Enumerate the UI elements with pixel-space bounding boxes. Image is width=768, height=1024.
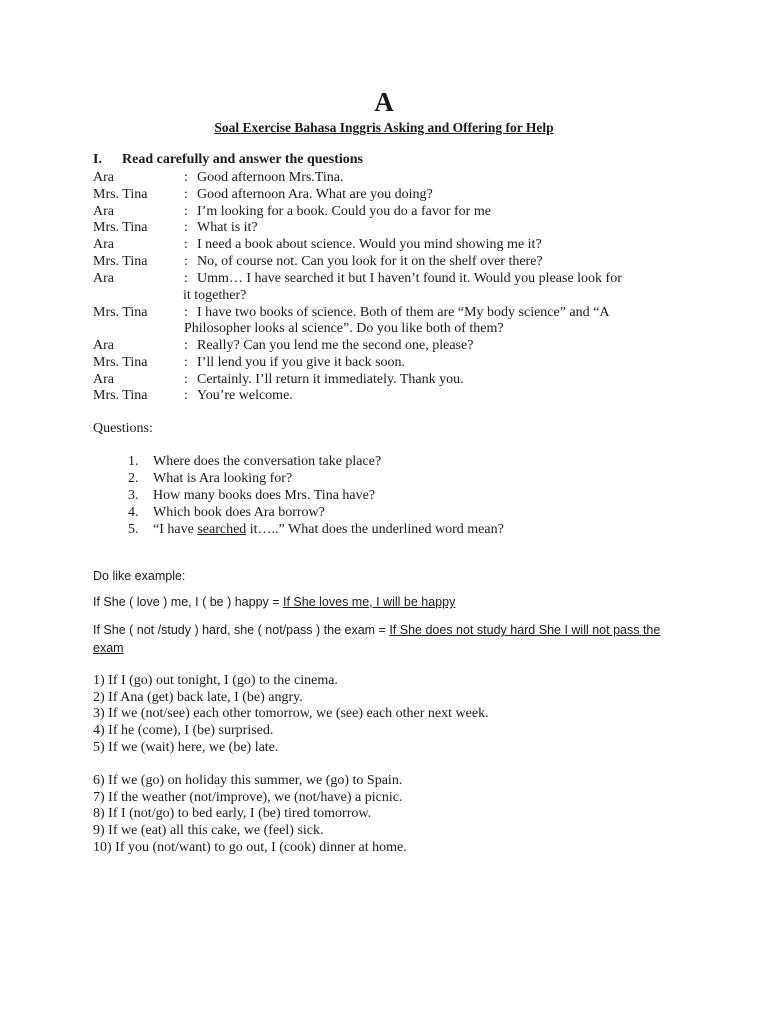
dialogue-text: Good afternoon Ara. What are you doing?: [197, 187, 433, 202]
exercise-list: [93, 773, 407, 857]
dialogue-text: Certainly. I’ll return it immediately. Thank you.: [197, 372, 464, 387]
example-answer: If She loves me, I will be happy: [283, 595, 456, 609]
exercise-item: 4) If he (come), I (be) surprised.: [93, 723, 274, 739]
exercise-list: [93, 673, 489, 757]
dialogue-text: I’m looking for a book. Could you do a favor for me: [197, 204, 491, 219]
exercise-item: 9) If we (eat) all this cake, we (feel) sick.: [93, 823, 324, 839]
dialogue-speaker: Mrs. Tina: [93, 220, 148, 235]
dialogue-colon: :: [184, 388, 188, 403]
example-line: [93, 621, 673, 657]
dialogue-colon: :: [184, 204, 188, 219]
underlined-word: searched: [197, 522, 247, 537]
exercise-item: 10) If you (not/want) to go out, I (cook) dinner at home.: [93, 839, 407, 855]
dialogue-text: I’ll lend you if you give it back soon.: [197, 355, 406, 370]
question-item: [128, 453, 504, 470]
exercise-item: 3) If we (not/see) each other tomorrow, we (see) each other next week.: [93, 706, 489, 722]
dialogue-colon: :: [184, 338, 188, 353]
dialogue-speaker: Ara: [93, 338, 114, 353]
question-number: 5.: [128, 522, 139, 537]
question-text: What is Ara looking for?: [153, 471, 293, 486]
dialogue-text: Good afternoon Mrs.Tina.: [197, 170, 344, 185]
exercise-item: 6) If we (go) on holiday this summer, we (go) to Spain.: [93, 773, 403, 788]
dialogue-speaker: Ara: [93, 170, 114, 185]
dialogue-text: You’re welcome.: [197, 388, 293, 403]
dialogue-text: I have two books of science. Both of them are “My body science” and “A: [197, 305, 610, 320]
dialogue-colon: :: [184, 254, 188, 269]
dialogue-text-continued: it together?: [183, 288, 247, 303]
question-item: [128, 470, 504, 487]
document-letter: A: [374, 87, 394, 117]
dialogue-colon: :: [184, 271, 188, 286]
dialogue-speaker: Mrs. Tina: [93, 355, 148, 370]
example-heading: Do like example:: [93, 569, 186, 583]
question-number: 2.: [128, 471, 139, 486]
question-number: 3.: [128, 488, 139, 503]
question-text: Where does the conversation take place?: [153, 454, 382, 469]
question-number: 1.: [128, 454, 139, 469]
dialogue-speaker: Ara: [93, 237, 114, 252]
dialogue-text: Really? Can you lend me the second one, please?: [197, 338, 474, 353]
dialogue-colon: :: [184, 220, 188, 235]
section-number: I.: [93, 152, 102, 167]
dialogue-speaker: Mrs. Tina: [93, 187, 148, 202]
exercise-item: 8) If I (not/go) to bed early, I (be) tired tomorrow.: [93, 806, 372, 822]
dialogue-speaker: Mrs. Tina: [93, 305, 148, 320]
document-title: Soal Exercise Bahasa Inggris Asking and Offering for Help: [214, 120, 554, 135]
dialogue-colon: :: [184, 372, 188, 387]
dialogue-text: I need a book about science. Would you mind showing me it?: [197, 237, 542, 252]
question-text: How many books does Mrs. Tina have?: [153, 488, 376, 503]
question-item: [128, 504, 504, 521]
dialogue-colon: :: [184, 237, 188, 252]
dialogue-speaker: Mrs. Tina: [93, 254, 148, 269]
example-prompt: If She ( not /study ) hard, she ( not/pass ) the exam =: [93, 623, 390, 637]
dialogue-text: What is it?: [197, 220, 258, 235]
dialogue-colon: :: [184, 355, 188, 370]
question-text-end: it…..” What does the underlined word mean?: [246, 522, 504, 537]
questions-list: [128, 453, 504, 538]
dialogue-text-continued: Philosopher looks al science”. Do you like both of them?: [184, 321, 504, 336]
question-text: Which book does Ara borrow?: [153, 505, 325, 520]
question-text-start: “I have: [153, 522, 198, 537]
dialogue-speaker: Ara: [93, 271, 114, 286]
question-item: [128, 487, 504, 504]
dialogue-text: No, of course not. Can you look for it on the shelf over there?: [197, 254, 543, 269]
example-line: [93, 593, 455, 611]
exercise-item: 5) If we (wait) here, we (be) late.: [93, 739, 279, 755]
example-answer: If She does not study hard She I will not pass the exam: [93, 623, 661, 655]
dialogue-colon: :: [184, 187, 188, 202]
dialogue-colon: :: [184, 305, 188, 320]
dialogue-colon: :: [184, 170, 188, 185]
section-heading: [93, 151, 363, 169]
exercise-item: 2) If Ana (get) back late, I (be) angry.: [93, 689, 303, 705]
dialogue-speaker: Ara: [93, 372, 114, 387]
dialogue-text: Umm… I have searched it but I haven’t found it. Would you please look for: [197, 271, 622, 286]
dialogue-speaker: Ara: [93, 204, 114, 219]
section-heading-text: Read carefully and answer the questions: [122, 152, 364, 167]
dialogue-speaker: Mrs. Tina: [93, 388, 148, 403]
question-number: 4.: [128, 505, 139, 520]
question-item: [128, 521, 504, 538]
example-prompt: If She ( love ) me, I ( be ) happy =: [93, 595, 284, 609]
exercise-item: 7) If the weather (not/improve), we (not/have) a picnic.: [93, 789, 403, 805]
questions-label: Questions:: [93, 421, 153, 436]
exercise-item: 1) If I (go) out tonight, I (go) to the cinema.: [93, 673, 338, 688]
